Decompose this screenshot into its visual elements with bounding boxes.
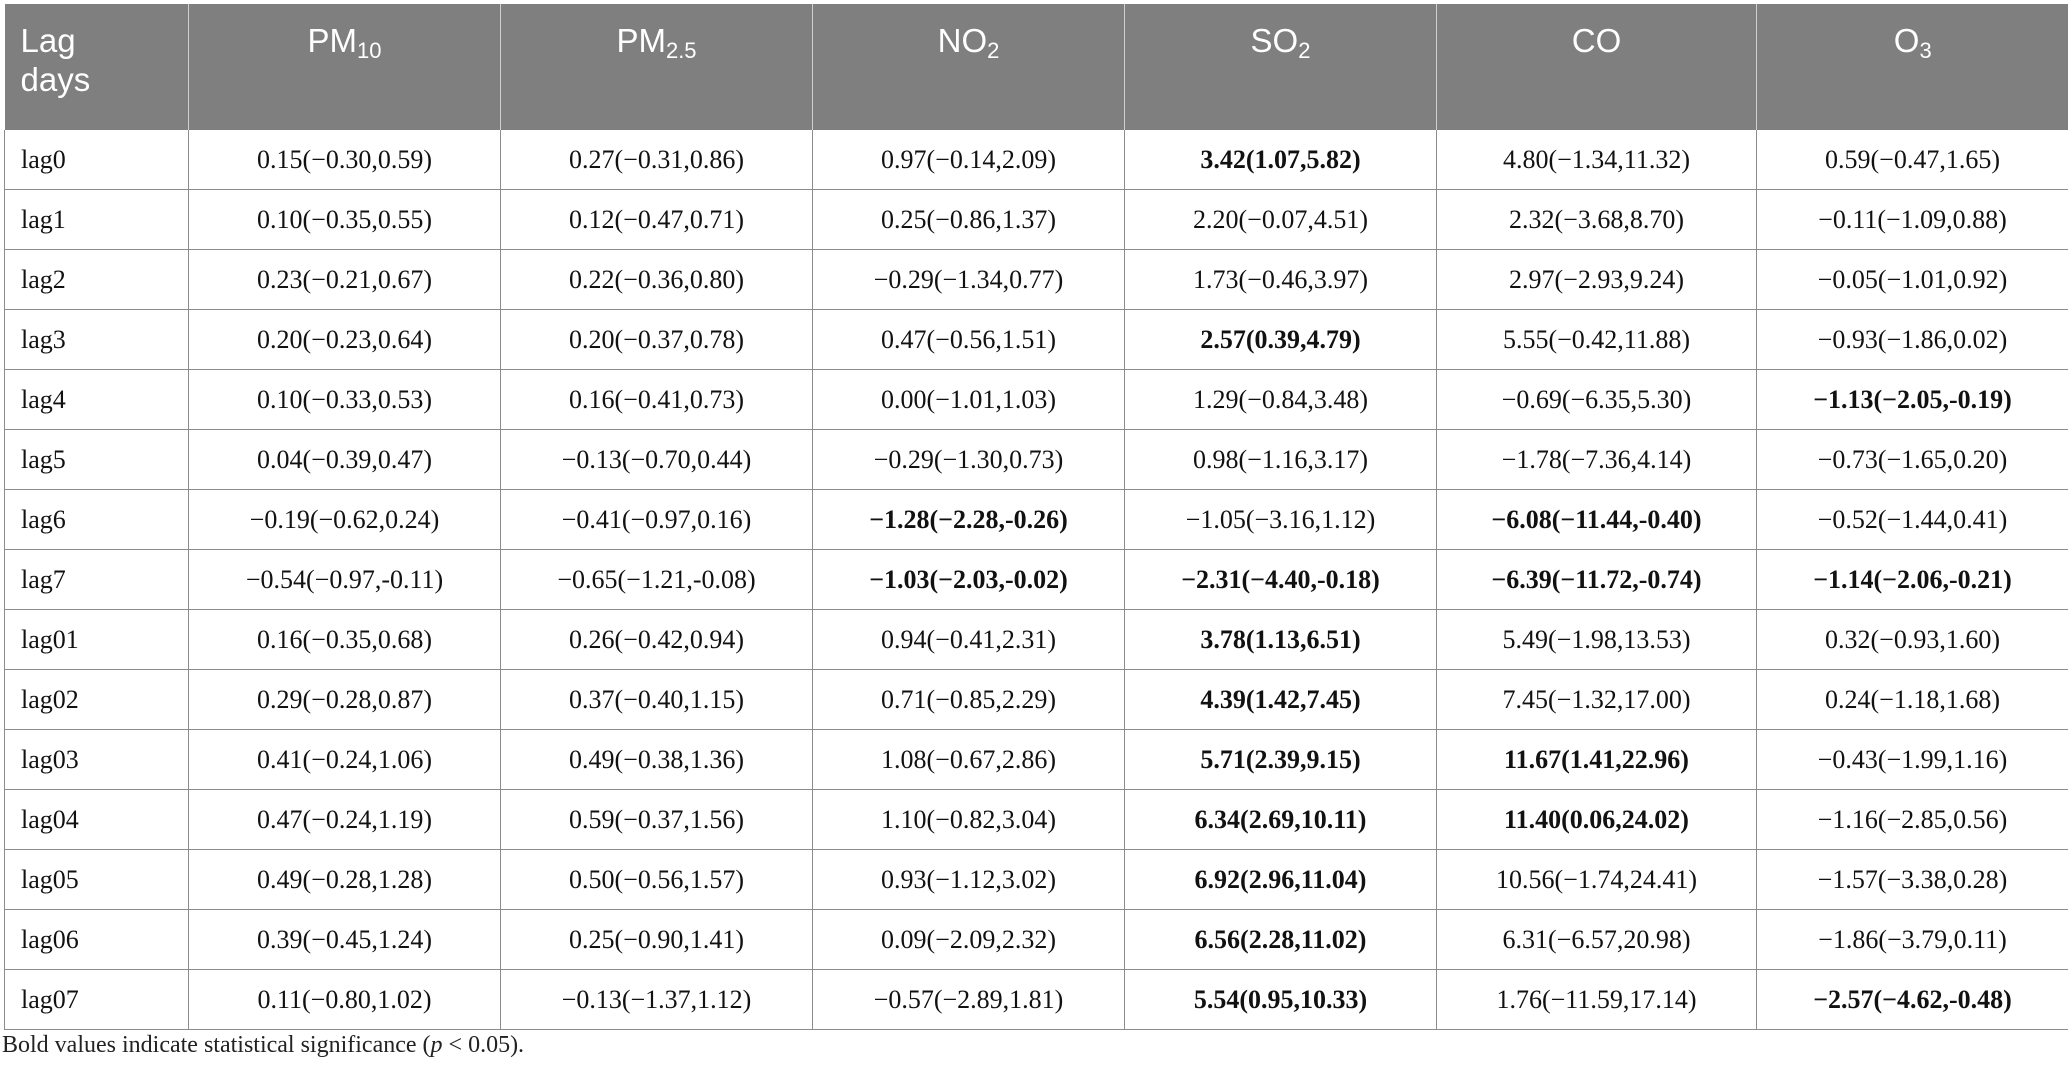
value-cell: 0.04(−0.39,0.47) — [189, 430, 501, 490]
value-cell: 0.22(−0.36,0.80) — [501, 250, 813, 310]
value-cell: 6.31(−6.57,20.98) — [1437, 910, 1757, 970]
value-cell: 0.32(−0.93,1.60) — [1757, 610, 2068, 670]
significant-value-cell: 2.57(0.39,4.79) — [1125, 310, 1437, 370]
value-cell: 0.37(−0.40,1.15) — [501, 670, 813, 730]
header-pollutant-name: O — [1893, 22, 1920, 59]
value-cell: 1.76(−11.59,17.14) — [1437, 970, 1757, 1030]
lag-label-cell: lag03 — [5, 730, 189, 790]
header-pollutant-name: PM — [616, 22, 666, 59]
significant-value-cell: −1.13(−2.05,-0.19) — [1757, 370, 2068, 430]
header-pollutant-name: NO — [937, 22, 988, 59]
lag-label-cell: lag04 — [5, 790, 189, 850]
footnote-p-symbol: p — [430, 1032, 443, 1058]
table-row — [5, 550, 2068, 610]
value-cell: −0.69(−6.35,5.30) — [1437, 370, 1757, 430]
header-pollutant-subscript: 2 — [1298, 38, 1311, 63]
value-cell: −1.57(−3.38,0.28) — [1757, 850, 2068, 910]
table-row — [5, 790, 2068, 850]
value-cell: 0.10(−0.35,0.55) — [189, 190, 501, 250]
value-cell: 0.11(−0.80,1.02) — [189, 970, 501, 1030]
table-header-row — [5, 4, 2068, 130]
value-cell: 0.16(−0.35,0.68) — [189, 610, 501, 670]
lag-label-cell: lag3 — [5, 310, 189, 370]
lag-label-cell: lag01 — [5, 610, 189, 670]
significant-value-cell: 5.71(2.39,9.15) — [1125, 730, 1437, 790]
lag-label-cell: lag07 — [5, 970, 189, 1030]
lag-label-cell: lag06 — [5, 910, 189, 970]
header-pollutant-subscript: 2.5 — [665, 38, 697, 63]
lag-label-cell: lag7 — [5, 550, 189, 610]
lag-label-cell: lag0 — [5, 130, 189, 190]
significant-value-cell: −6.39(−11.72,-0.74) — [1437, 550, 1757, 610]
value-cell: 0.29(−0.28,0.87) — [189, 670, 501, 730]
lag-label-cell: lag6 — [5, 490, 189, 550]
header-pollutant-subscript: 10 — [357, 38, 382, 63]
header-pollutant-name: SO — [1250, 22, 1299, 59]
value-cell: 0.39(−0.45,1.24) — [189, 910, 501, 970]
lag-label-cell: lag02 — [5, 670, 189, 730]
significant-value-cell: 6.56(2.28,11.02) — [1125, 910, 1437, 970]
header-pollutant — [1757, 4, 2068, 130]
value-cell: −1.16(−2.85,0.56) — [1757, 790, 2068, 850]
value-cell: 0.12(−0.47,0.71) — [501, 190, 813, 250]
significant-value-cell: −1.03(−2.03,-0.02) — [813, 550, 1125, 610]
table-row — [5, 610, 2068, 670]
value-cell: 0.15(−0.30,0.59) — [189, 130, 501, 190]
table-body — [5, 130, 2068, 1030]
value-cell: 1.73(−0.46,3.97) — [1125, 250, 1437, 310]
table-row — [5, 310, 2068, 370]
value-cell: 0.20(−0.37,0.78) — [501, 310, 813, 370]
value-cell: 0.09(−2.09,2.32) — [813, 910, 1125, 970]
value-cell: 1.29(−0.84,3.48) — [1125, 370, 1437, 430]
significant-value-cell: −1.14(−2.06,-0.21) — [1757, 550, 2068, 610]
value-cell: 0.26(−0.42,0.94) — [501, 610, 813, 670]
table-row — [5, 430, 2068, 490]
value-cell: −0.65(−1.21,-0.08) — [501, 550, 813, 610]
value-cell: −1.78(−7.36,4.14) — [1437, 430, 1757, 490]
value-cell: 0.41(−0.24,1.06) — [189, 730, 501, 790]
table-row — [5, 910, 2068, 970]
value-cell: 1.10(−0.82,3.04) — [813, 790, 1125, 850]
value-cell: −0.57(−2.89,1.81) — [813, 970, 1125, 1030]
table-row — [5, 970, 2068, 1030]
value-cell: 10.56(−1.74,24.41) — [1437, 850, 1757, 910]
value-cell: −1.86(−3.79,0.11) — [1757, 910, 2068, 970]
lag-label-cell: lag4 — [5, 370, 189, 430]
value-cell: 2.32(−3.68,8.70) — [1437, 190, 1757, 250]
header-pollutant — [1125, 4, 1437, 130]
value-cell: 1.08(−0.67,2.86) — [813, 730, 1125, 790]
value-cell: 0.49(−0.28,1.28) — [189, 850, 501, 910]
value-cell: 0.59(−0.37,1.56) — [501, 790, 813, 850]
value-cell: −1.05(−3.16,1.12) — [1125, 490, 1437, 550]
value-cell: 0.47(−0.56,1.51) — [813, 310, 1125, 370]
value-cell: 4.80(−1.34,11.32) — [1437, 130, 1757, 190]
value-cell: 5.49(−1.98,13.53) — [1437, 610, 1757, 670]
value-cell: −0.29(−1.34,0.77) — [813, 250, 1125, 310]
value-cell: 0.98(−1.16,3.17) — [1125, 430, 1437, 490]
value-cell: −0.13(−1.37,1.12) — [501, 970, 813, 1030]
value-cell: 0.50(−0.56,1.57) — [501, 850, 813, 910]
table-row — [5, 190, 2068, 250]
significant-value-cell: 6.92(2.96,11.04) — [1125, 850, 1437, 910]
value-cell: 0.71(−0.85,2.29) — [813, 670, 1125, 730]
table-row — [5, 370, 2068, 430]
table-row — [5, 730, 2068, 790]
value-cell: 5.55(−0.42,11.88) — [1437, 310, 1757, 370]
value-cell: −0.41(−0.97,0.16) — [501, 490, 813, 550]
value-cell: −0.54(−0.97,-0.11) — [189, 550, 501, 610]
value-cell: 0.20(−0.23,0.64) — [189, 310, 501, 370]
value-cell: 0.47(−0.24,1.19) — [189, 790, 501, 850]
footnote-prefix: Bold values indicate statistical significance ( — [2, 1032, 431, 1058]
table-row — [5, 130, 2068, 190]
value-cell: −0.13(−0.70,0.44) — [501, 430, 813, 490]
header-pollutant-name: CO — [1571, 22, 1622, 59]
significant-value-cell: 4.39(1.42,7.45) — [1125, 670, 1437, 730]
lag-label-cell: lag1 — [5, 190, 189, 250]
significant-value-cell: 11.67(1.41,22.96) — [1437, 730, 1757, 790]
value-cell: −0.11(−1.09,0.88) — [1757, 190, 2068, 250]
header-pollutant-subscript: 2 — [987, 38, 1000, 63]
significant-value-cell: 3.78(1.13,6.51) — [1125, 610, 1437, 670]
table-row — [5, 490, 2068, 550]
value-cell: 0.27(−0.31,0.86) — [501, 130, 813, 190]
header-pollutant — [1437, 4, 1757, 130]
header-pollutant — [501, 4, 813, 130]
table-row — [5, 850, 2068, 910]
value-cell: −0.93(−1.86,0.02) — [1757, 310, 2068, 370]
value-cell: 0.59(−0.47,1.65) — [1757, 130, 2068, 190]
value-cell: 0.97(−0.14,2.09) — [813, 130, 1125, 190]
table-row — [5, 250, 2068, 310]
lag-effects-table — [4, 4, 2068, 1030]
value-cell: −0.29(−1.30,0.73) — [813, 430, 1125, 490]
value-cell: 7.45(−1.32,17.00) — [1437, 670, 1757, 730]
significant-value-cell: −2.57(−4.62,-0.48) — [1757, 970, 2068, 1030]
value-cell: −0.52(−1.44,0.41) — [1757, 490, 2068, 550]
lag-label-cell: lag2 — [5, 250, 189, 310]
value-cell: 0.23(−0.21,0.67) — [189, 250, 501, 310]
value-cell: 2.97(−2.93,9.24) — [1437, 250, 1757, 310]
value-cell: 0.49(−0.38,1.36) — [501, 730, 813, 790]
value-cell: −0.43(−1.99,1.16) — [1757, 730, 2068, 790]
header-pollutant-name: PM — [307, 22, 357, 59]
significant-value-cell: −6.08(−11.44,-0.40) — [1437, 490, 1757, 550]
significant-value-cell: −2.31(−4.40,-0.18) — [1125, 550, 1437, 610]
table-footnote — [2, 1032, 524, 1059]
value-cell: −0.19(−0.62,0.24) — [189, 490, 501, 550]
header-pollutant-subscript: 3 — [1919, 38, 1932, 63]
value-cell: 2.20(−0.07,4.51) — [1125, 190, 1437, 250]
value-cell: 0.16(−0.41,0.73) — [501, 370, 813, 430]
value-cell: 0.25(−0.90,1.41) — [501, 910, 813, 970]
significant-value-cell: 11.40(0.06,24.02) — [1437, 790, 1757, 850]
value-cell: 0.93(−1.12,3.02) — [813, 850, 1125, 910]
lag-label-cell: lag05 — [5, 850, 189, 910]
lag-label-cell: lag5 — [5, 430, 189, 490]
significant-value-cell: 6.34(2.69,10.11) — [1125, 790, 1437, 850]
significant-value-cell: 3.42(1.07,5.82) — [1125, 130, 1437, 190]
value-cell: −0.73(−1.65,0.20) — [1757, 430, 2068, 490]
value-cell: 0.25(−0.86,1.37) — [813, 190, 1125, 250]
footnote-suffix: < 0.05). — [442, 1032, 525, 1058]
value-cell: 0.10(−0.33,0.53) — [189, 370, 501, 430]
table-row — [5, 670, 2068, 730]
results-table-container — [4, 4, 2068, 1030]
value-cell: 0.00(−1.01,1.03) — [813, 370, 1125, 430]
significant-value-cell: −1.28(−2.28,-0.26) — [813, 490, 1125, 550]
significant-value-cell: 5.54(0.95,10.33) — [1125, 970, 1437, 1030]
value-cell: 0.24(−1.18,1.68) — [1757, 670, 2068, 730]
header-pollutant — [813, 4, 1125, 130]
header-pollutant — [189, 4, 501, 130]
header-lag-days: Lag days — [5, 4, 189, 130]
value-cell: −0.05(−1.01,0.92) — [1757, 250, 2068, 310]
value-cell: 0.94(−0.41,2.31) — [813, 610, 1125, 670]
